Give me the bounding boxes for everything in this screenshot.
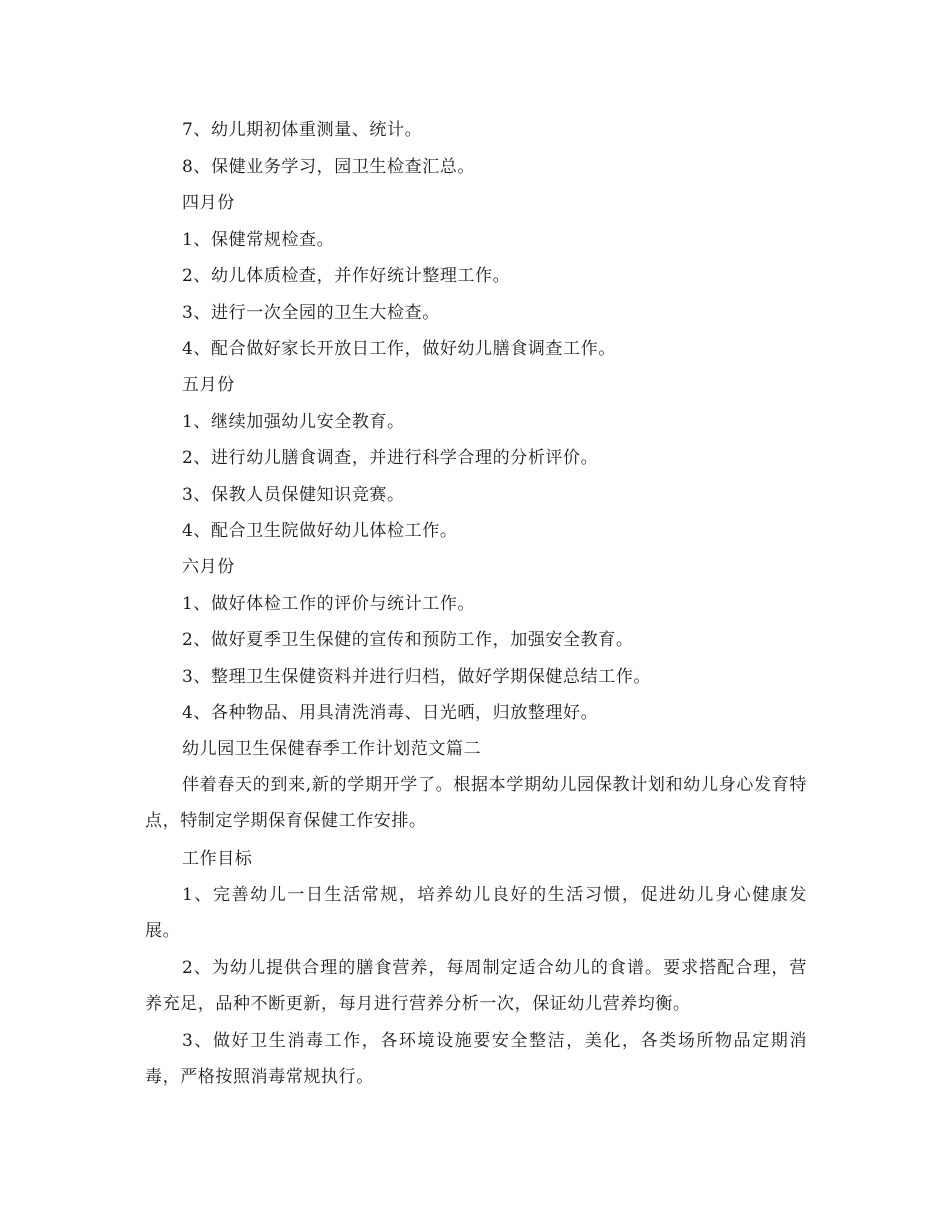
section-heading-june: 六月份	[182, 557, 235, 577]
list-item: 3、保教人员保健知识竞赛。	[182, 485, 405, 505]
goals-heading: 工作目标	[182, 849, 253, 869]
list-item: 7、幼儿期初体重测量、统计。	[182, 120, 423, 140]
list-item: 3、整理卫生保健资料并进行归档，做好学期保健总结工作。	[182, 667, 652, 687]
goal-paragraph: 3、做好卫生消毒工作，各环境设施要安全整洁，美化，各类场所物品定期消毒，严格按照消毒常规执行。	[145, 1031, 807, 1087]
list-item: 4、配合卫生院做好幼儿体检工作。	[182, 521, 458, 541]
section-heading-april: 四月份	[182, 193, 235, 213]
list-item: 1、保健常规检查。	[182, 230, 335, 250]
section-heading-may: 五月份	[182, 375, 235, 395]
goal-paragraph: 2、为幼儿提供合理的膳食营养，每周制定适合幼儿的食谱。要求搭配合理，营养充足，品种不断更新，每月进行营养分析一次，保证幼儿营养均衡。	[145, 958, 807, 1014]
list-item: 3、进行一次全园的卫生大检查。	[182, 303, 440, 323]
goal-paragraph: 1、完善幼儿一日生活常规，培养幼儿良好的生活习惯，促进幼儿身心健康发展。	[145, 885, 807, 941]
list-item: 1、继续加强幼儿安全教育。	[182, 412, 405, 432]
list-item: 2、进行幼儿膳食调查，并进行科学合理的分析评价。	[182, 448, 599, 468]
list-item: 4、配合做好家长开放日工作，做好幼儿膳食调查工作。	[182, 339, 616, 359]
list-item: 2、幼儿体质检查，并作好统计整理工作。	[182, 266, 511, 286]
intro-paragraph: 伴着春天的到来,新的学期开学了。根据本学期幼儿园保教计划和幼儿身心发育特点，特制定学期保育保健工作安排。	[145, 775, 807, 831]
list-item: 2、做好夏季卫生保健的宣传和预防工作，加强安全教育。	[182, 630, 634, 650]
list-item: 8、保健业务学习，园卫生检查汇总。	[182, 157, 476, 177]
list-item: 4、各种物品、用具清洗消毒、日光晒，归放整理好。	[182, 703, 599, 723]
list-item: 1、做好体检工作的评价与统计工作。	[182, 594, 476, 614]
article-title: 幼儿园卫生保健春季工作计划范文篇二	[182, 739, 482, 759]
